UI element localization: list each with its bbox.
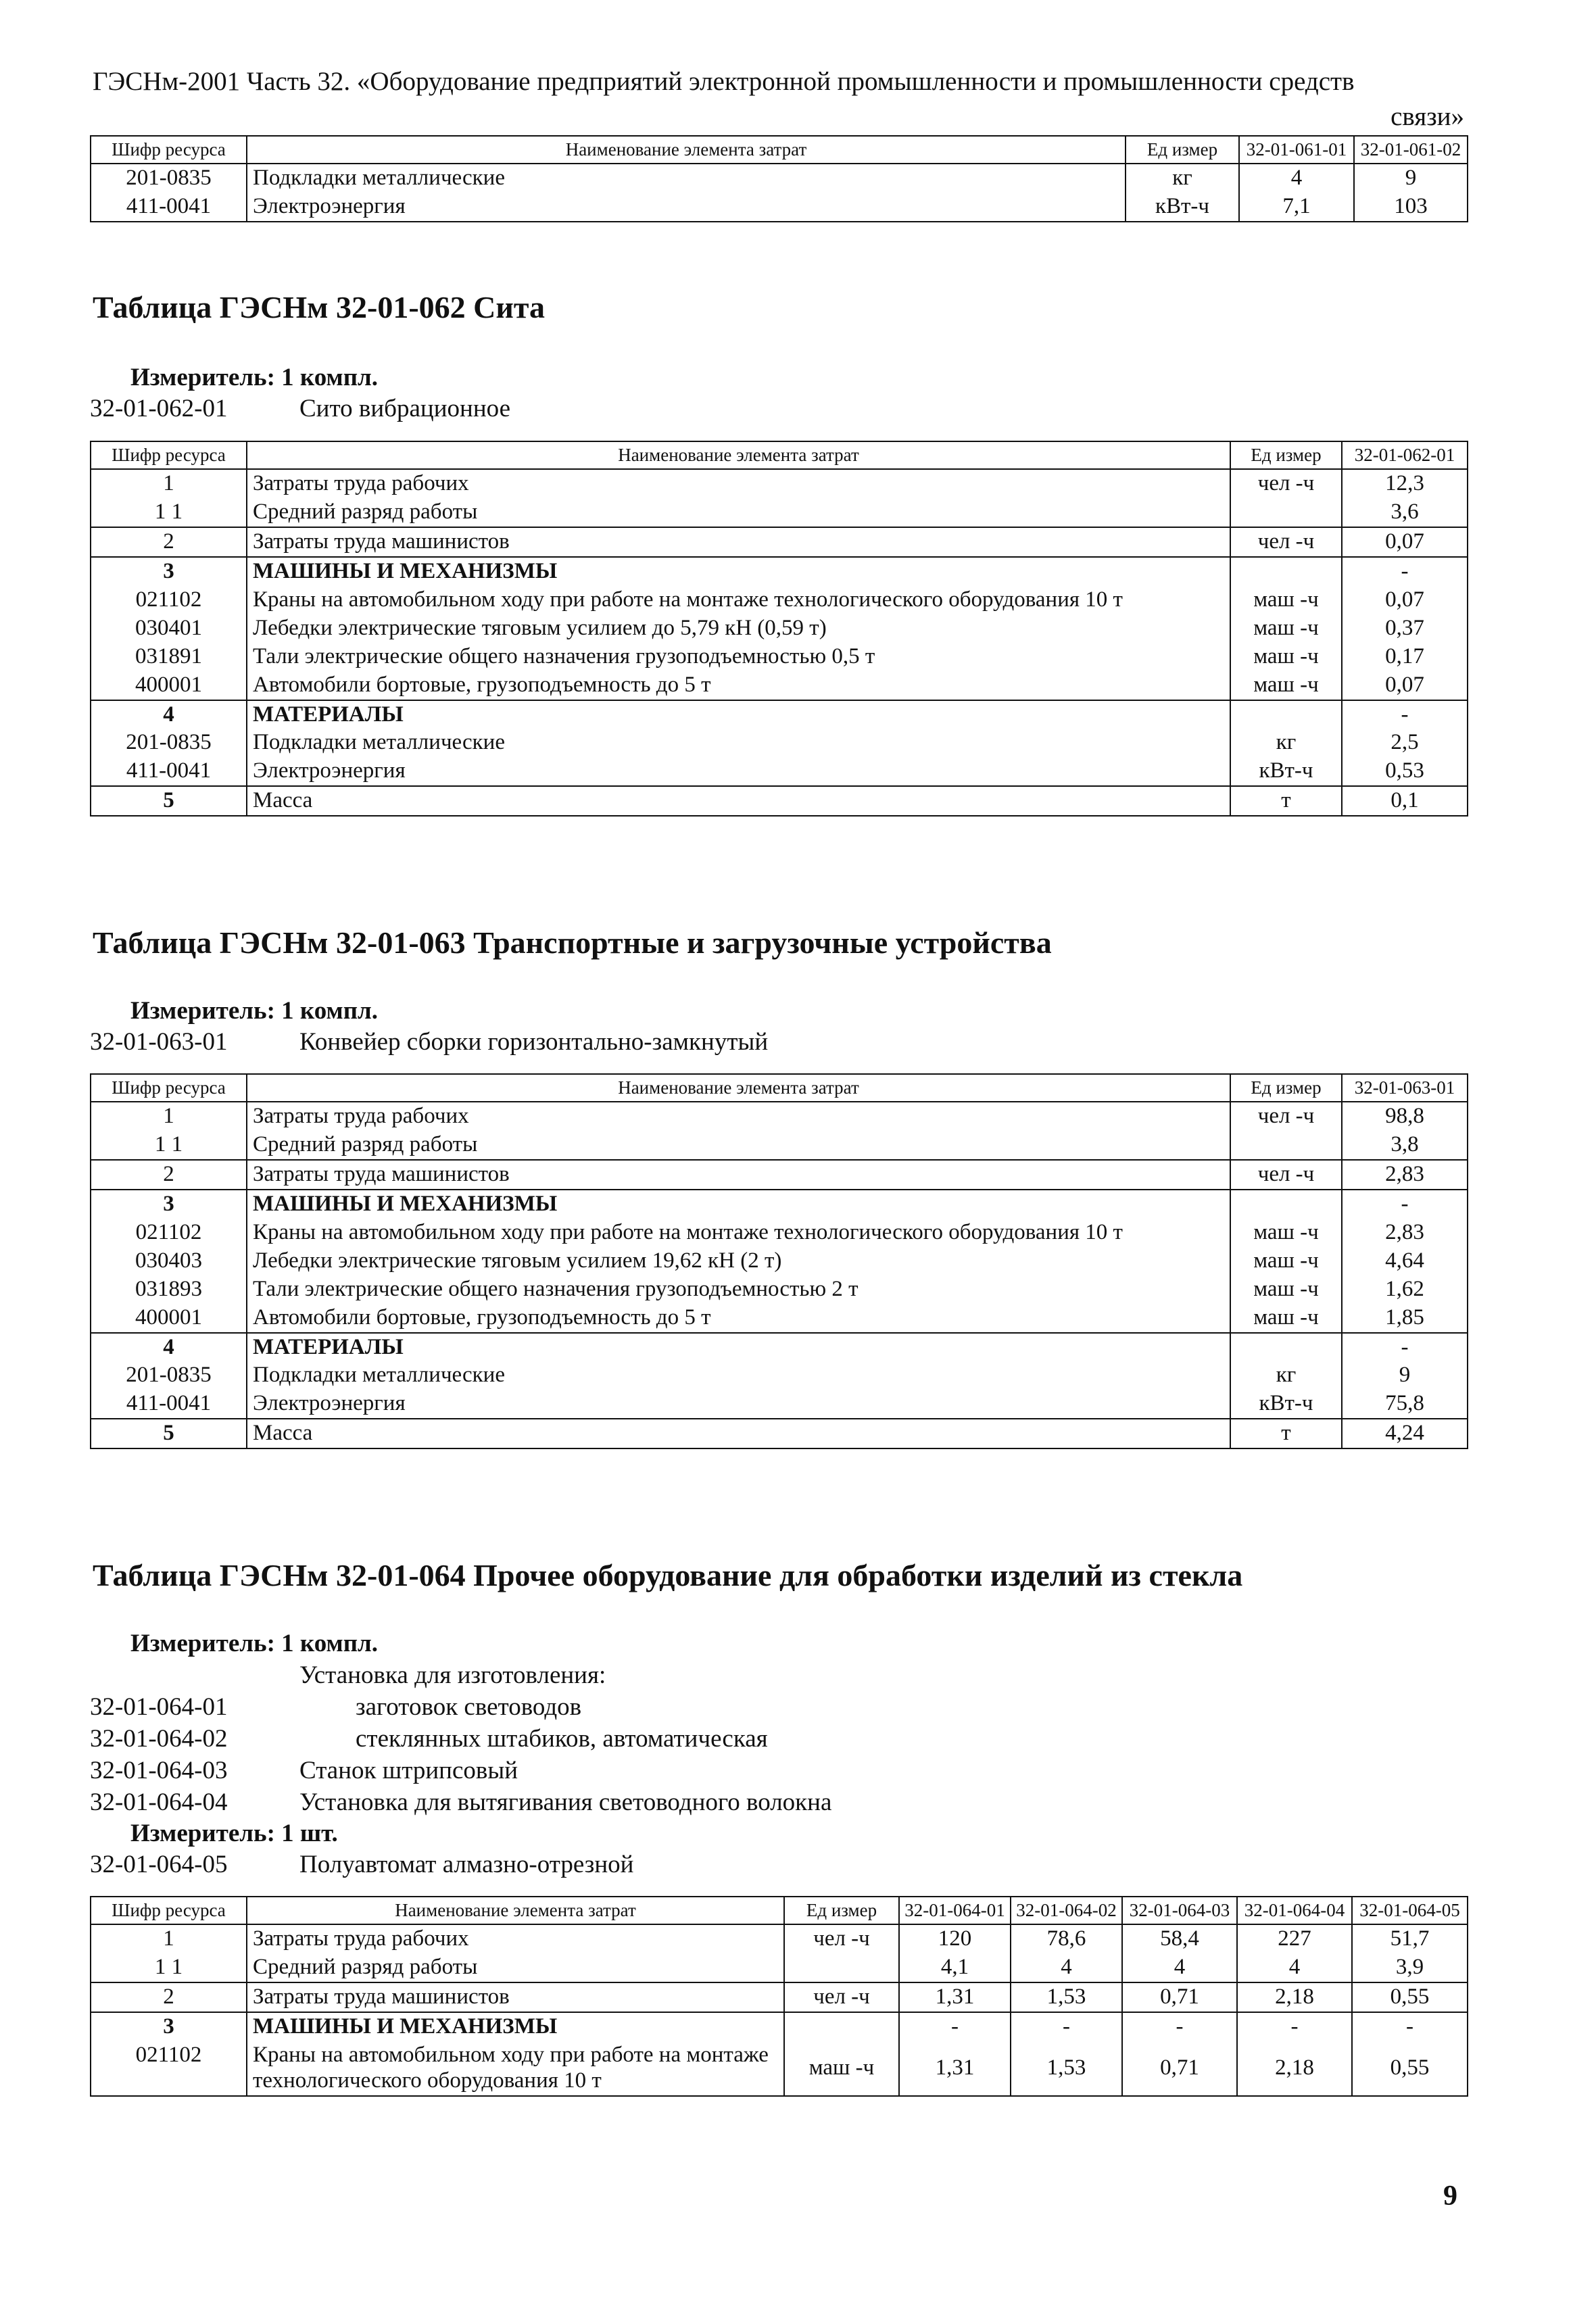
cost-item-name: Лебедки электрические тяговым усилием 19,62 кН (2 т) xyxy=(247,1247,1230,1275)
resource-code: 1 1 xyxy=(91,1131,247,1160)
item-code: 32-01-064-02 xyxy=(90,1725,228,1753)
item-line xyxy=(90,1692,581,1722)
norm-value: 0,71 xyxy=(1122,2041,1237,2096)
norm-value: 103 xyxy=(1354,193,1468,222)
norm-value: 227 xyxy=(1237,1924,1352,1953)
norm-value: - xyxy=(1352,2012,1468,2041)
unit: кг xyxy=(1230,729,1342,757)
table-063 xyxy=(90,1073,1468,1449)
cost-item-name: Масса xyxy=(247,786,1230,816)
norm-value: - xyxy=(1122,2012,1237,2041)
unit xyxy=(1230,557,1342,586)
cost-item-name: Лебедки электрические тяговым усилием до 5,79 кН (0,59 т) xyxy=(247,614,1230,643)
item-line xyxy=(90,1756,518,1785)
item-code: 32-01-064-01 xyxy=(90,1693,228,1721)
table-row xyxy=(91,469,1468,498)
norm-value: 3,6 xyxy=(1342,498,1468,527)
page-number: 9 xyxy=(1443,2180,1457,2212)
table-062-title: Таблица ГЭСНм 32-01-062 Сита xyxy=(93,290,546,324)
cost-item-name: Затраты труда рабочих xyxy=(247,1102,1230,1131)
resource-code: 021102 xyxy=(91,2041,247,2096)
cost-item-name: Затраты труда рабочих xyxy=(247,1924,784,1953)
item-code: 32-01-063-01 xyxy=(90,1028,228,1056)
table-row xyxy=(91,786,1468,816)
resource-code: 021102 xyxy=(91,586,247,614)
table-row xyxy=(91,671,1468,700)
norm-value: 1,85 xyxy=(1342,1304,1468,1333)
table-row xyxy=(91,700,1468,729)
unit xyxy=(1230,498,1342,527)
norm-value: 3,9 xyxy=(1352,1953,1468,1982)
resource-code: 031891 xyxy=(91,643,247,671)
unit xyxy=(784,1953,899,1982)
cost-item-name: Автомобили бортовые, грузоподъемность до 5 т xyxy=(247,1304,1230,1333)
table-row xyxy=(91,1160,1468,1190)
table-row xyxy=(91,557,1468,586)
unit: чел -ч xyxy=(1230,527,1342,557)
table-row xyxy=(91,1275,1468,1304)
norm-value: 1,31 xyxy=(899,2041,1011,2096)
resource-code: 5 xyxy=(91,786,247,816)
item-code: 32-01-064-05 xyxy=(90,1851,228,1878)
unit: кВт-ч xyxy=(1126,193,1239,222)
cost-item-name: Краны на автомобильном ходу при работе на монтаже технологического оборудования 10 т xyxy=(247,586,1230,614)
resource-code: 1 1 xyxy=(91,1953,247,1982)
resource-code: 030403 xyxy=(91,1247,247,1275)
col-header-norm: 32-01-061-02 xyxy=(1354,136,1468,164)
cost-item-name: Масса xyxy=(247,1419,1230,1448)
norm-value: 2,83 xyxy=(1342,1219,1468,1247)
norm-value: 120 xyxy=(899,1924,1011,1953)
resource-code: 411-0041 xyxy=(91,1390,247,1419)
norm-value: 2,18 xyxy=(1237,2041,1352,2096)
norm-value: 1,62 xyxy=(1342,1275,1468,1304)
table-064 xyxy=(90,1896,1468,2097)
norm-value: - xyxy=(1342,1190,1468,1219)
resource-code: 400001 xyxy=(91,1304,247,1333)
norm-value: 0,55 xyxy=(1352,1982,1468,2012)
item-name: заготовок световодов xyxy=(356,1693,582,1721)
norm-value: - xyxy=(1342,557,1468,586)
unit: кВт-ч xyxy=(1230,757,1342,786)
col-header-code: Шифр ресурса xyxy=(91,441,247,469)
norm-value: 2,5 xyxy=(1342,729,1468,757)
norm-value: 4 xyxy=(1122,1953,1237,1982)
table-row xyxy=(91,1102,1468,1131)
cost-item-name: Тали электрические общего назначения грузоподъемностью 2 т xyxy=(247,1275,1230,1304)
table-row xyxy=(91,164,1468,193)
resource-code: 411-0041 xyxy=(91,757,247,786)
unit xyxy=(1230,1131,1342,1160)
norm-value: - xyxy=(1342,1333,1468,1362)
unit: чел -ч xyxy=(784,1924,899,1953)
norm-value: 2,83 xyxy=(1342,1160,1468,1190)
unit xyxy=(784,2012,899,2041)
col-header-norm: 32-01-064-05 xyxy=(1352,1897,1468,1924)
norm-value: 2,18 xyxy=(1237,1982,1352,2012)
cost-item-name: Краны на автомобильном ходу при работе на монтаже технологического оборудования 10 т xyxy=(247,1219,1230,1247)
resource-code: 400001 xyxy=(91,671,247,700)
resource-code: 201-0835 xyxy=(91,164,247,193)
norm-value: 9 xyxy=(1342,1361,1468,1390)
unit: маш -ч xyxy=(1230,1275,1342,1304)
norm-value: 0,07 xyxy=(1342,586,1468,614)
norm-value: 51,7 xyxy=(1352,1924,1468,1953)
unit: маш -ч xyxy=(1230,1219,1342,1247)
unit: кг xyxy=(1126,164,1239,193)
item-line xyxy=(90,1027,768,1056)
section-number: 4 xyxy=(91,700,247,729)
table-row xyxy=(91,1390,1468,1419)
measure-line: Измеритель: 1 шт. xyxy=(130,1820,338,1847)
cost-item-name: Средний разряд работы xyxy=(247,1131,1230,1160)
norm-value: - xyxy=(1237,2012,1352,2041)
cost-item-name: Затраты труда машинистов xyxy=(247,1160,1230,1190)
cost-item-name: Подкладки металлические xyxy=(247,729,1230,757)
resource-code: 2 xyxy=(91,1160,247,1190)
unit: маш -ч xyxy=(1230,586,1342,614)
resource-code: 030401 xyxy=(91,614,247,643)
unit xyxy=(1230,1190,1342,1219)
col-header-norm: 32-01-062-01 xyxy=(1342,441,1468,469)
unit xyxy=(1230,1333,1342,1362)
cost-item-name: Средний разряд работы xyxy=(247,1953,784,1982)
norm-value: 0,71 xyxy=(1122,1982,1237,2012)
norm-value: 0,07 xyxy=(1342,671,1468,700)
item-name: Станок штрипсовый xyxy=(299,1757,518,1784)
section-number: 3 xyxy=(91,2012,247,2041)
group-caption: Установка для изготовления: xyxy=(299,1661,606,1689)
item-name: стеклянных штабиков, автоматическая xyxy=(356,1725,768,1753)
norm-value: - xyxy=(899,2012,1011,2041)
col-header-unit: Ед измер xyxy=(1230,1074,1342,1102)
norm-value: 1,31 xyxy=(899,1982,1011,2012)
col-header-norm: 32-01-063-01 xyxy=(1342,1074,1468,1102)
norm-value: 12,3 xyxy=(1342,469,1468,498)
col-header-unit: Ед измер xyxy=(1126,136,1239,164)
cost-item-name: Краны на автомобильном ходу при работе на монтаже технологического оборудования 10 т xyxy=(247,2041,784,2096)
resource-code: 1 xyxy=(91,469,247,498)
section-number: 3 xyxy=(91,1190,247,1219)
table-row xyxy=(91,498,1468,527)
measure-line: Измеритель: 1 компл. xyxy=(130,364,379,391)
cost-item-name: Подкладки металлические xyxy=(247,164,1126,193)
table-row xyxy=(91,1304,1468,1333)
section-title: МАТЕРИАЛЫ xyxy=(247,700,1230,729)
item-line xyxy=(90,1788,831,1817)
norm-value: 0,07 xyxy=(1342,527,1468,557)
cost-item-name: Тали электрические общего назначения грузоподъемностью 0,5 т xyxy=(247,643,1230,671)
item-name: Полуавтомат алмазно-отрезной xyxy=(299,1851,634,1878)
section-title: МАШИНЫ И МЕХАНИЗМЫ xyxy=(247,2012,784,2041)
unit xyxy=(1230,700,1342,729)
unit: чел -ч xyxy=(1230,469,1342,498)
table-061-continuation xyxy=(90,135,1468,222)
norm-value: 0,55 xyxy=(1352,2041,1468,2096)
norm-value: 4 xyxy=(1237,1953,1352,1982)
resource-code: 201-0835 xyxy=(91,729,247,757)
norm-value: 0,53 xyxy=(1342,757,1468,786)
section-title: МАТЕРИАЛЫ xyxy=(247,1333,1230,1362)
section-title: МАШИНЫ И МЕХАНИЗМЫ xyxy=(247,557,1230,586)
unit: чел -ч xyxy=(1230,1102,1342,1131)
cost-item-name: Электроэнергия xyxy=(247,1390,1230,1419)
unit: маш -ч xyxy=(1230,1247,1342,1275)
running-header: ГЭСНм-2001 Часть 32. «Оборудование предприятий электронной промышленности и промышленности средств xyxy=(93,67,1355,96)
table-row xyxy=(91,1247,1468,1275)
resource-code: 5 xyxy=(91,1419,247,1448)
cost-item-name: Затраты труда рабочих xyxy=(247,469,1230,498)
resource-code: 411-0041 xyxy=(91,193,247,222)
resource-code: 201-0835 xyxy=(91,1361,247,1390)
norm-value: 1,53 xyxy=(1011,2041,1122,2096)
table-row xyxy=(91,1419,1468,1448)
table-row xyxy=(91,729,1468,757)
norm-value: 75,8 xyxy=(1342,1390,1468,1419)
col-header-code: Шифр ресурса xyxy=(91,136,247,164)
norm-value: 0,1 xyxy=(1342,786,1468,816)
norm-value: 4,24 xyxy=(1342,1419,1468,1448)
cost-item-name: Средний разряд работы xyxy=(247,498,1230,527)
measure-line: Измеритель: 1 компл. xyxy=(130,997,379,1025)
col-header-unit: Ед измер xyxy=(784,1897,899,1924)
col-header-norm: 32-01-064-03 xyxy=(1122,1897,1237,1924)
table-row xyxy=(91,1361,1468,1390)
norm-value: 1,53 xyxy=(1011,1982,1122,2012)
norm-value: 0,37 xyxy=(1342,614,1468,643)
unit: кг xyxy=(1230,1361,1342,1390)
item-line xyxy=(90,1724,768,1753)
unit: маш -ч xyxy=(784,2041,899,2096)
cost-item-name: Затраты труда машинистов xyxy=(247,1982,784,2012)
table-row xyxy=(91,2012,1468,2041)
resource-code: 1 xyxy=(91,1102,247,1131)
col-header-name: Наименование элемента затрат xyxy=(247,136,1126,164)
col-header-norm: 32-01-064-04 xyxy=(1237,1897,1352,1924)
section-title: МАШИНЫ И МЕХАНИЗМЫ xyxy=(247,1190,1230,1219)
running-header-cont: связи» xyxy=(1391,102,1464,131)
table-row xyxy=(91,1953,1468,1982)
col-header-name: Наименование элемента затрат xyxy=(247,1897,784,1924)
col-header-name: Наименование элемента затрат xyxy=(247,1074,1230,1102)
table-row xyxy=(91,2041,1468,2096)
resource-code: 2 xyxy=(91,1982,247,2012)
section-number: 3 xyxy=(91,557,247,586)
table-row xyxy=(91,643,1468,671)
resource-code: 1 1 xyxy=(91,498,247,527)
col-header-code: Шифр ресурса xyxy=(91,1074,247,1102)
col-header-code: Шифр ресурса xyxy=(91,1897,247,1924)
table-row xyxy=(91,614,1468,643)
table-row xyxy=(91,1190,1468,1219)
norm-value: - xyxy=(1342,700,1468,729)
item-name: Конвейер сборки горизонтально-замкнутый xyxy=(299,1028,769,1056)
resource-code: 2 xyxy=(91,527,247,557)
norm-value: 0,17 xyxy=(1342,643,1468,671)
cost-item-name: Электроэнергия xyxy=(247,757,1230,786)
unit: чел -ч xyxy=(784,1982,899,2012)
table-row xyxy=(91,1131,1468,1160)
table-row xyxy=(91,527,1468,557)
item-code: 32-01-064-03 xyxy=(90,1757,228,1784)
norm-value: 98,8 xyxy=(1342,1102,1468,1131)
resource-code: 1 xyxy=(91,1924,247,1953)
col-header-norm: 32-01-064-01 xyxy=(899,1897,1011,1924)
norm-value: 9 xyxy=(1354,164,1468,193)
table-row xyxy=(91,1333,1468,1362)
norm-value: - xyxy=(1011,2012,1122,2041)
norm-value: 4 xyxy=(1011,1953,1122,1982)
col-header-norm: 32-01-061-01 xyxy=(1239,136,1354,164)
table-063-title: Таблица ГЭСНм 32-01-063 Транспортные и загрузочные устройства xyxy=(93,925,1052,960)
measure-line: Измеритель: 1 компл. xyxy=(130,1630,379,1657)
unit: маш -ч xyxy=(1230,643,1342,671)
item-code: 32-01-062-01 xyxy=(90,395,228,422)
cost-item-name: Затраты труда машинистов xyxy=(247,527,1230,557)
unit: чел -ч xyxy=(1230,1160,1342,1190)
cost-item-name: Электроэнергия xyxy=(247,193,1126,222)
unit: кВт-ч xyxy=(1230,1390,1342,1419)
norm-value: 78,6 xyxy=(1011,1924,1122,1953)
table-row xyxy=(91,1219,1468,1247)
table-row xyxy=(91,1982,1468,2012)
item-line xyxy=(90,394,510,423)
item-code: 32-01-064-04 xyxy=(90,1788,228,1816)
norm-value: 7,1 xyxy=(1239,193,1354,222)
norm-value: 4,1 xyxy=(899,1953,1011,1982)
resource-code: 031893 xyxy=(91,1275,247,1304)
table-row xyxy=(91,757,1468,786)
norm-value: 4 xyxy=(1239,164,1354,193)
item-name: Сито вибрационное xyxy=(299,395,511,422)
unit: т xyxy=(1230,1419,1342,1448)
table-062 xyxy=(90,441,1468,817)
table-row xyxy=(91,193,1468,222)
unit: маш -ч xyxy=(1230,1304,1342,1333)
table-row xyxy=(91,1924,1468,1953)
norm-value: 58,4 xyxy=(1122,1924,1237,1953)
col-header-unit: Ед измер xyxy=(1230,441,1342,469)
resource-code: 021102 xyxy=(91,1219,247,1247)
section-number: 4 xyxy=(91,1333,247,1362)
unit: т xyxy=(1230,786,1342,816)
norm-value: 4,64 xyxy=(1342,1247,1468,1275)
col-header-name: Наименование элемента затрат xyxy=(247,441,1230,469)
item-name: Установка для вытягивания световодного волокна xyxy=(299,1788,832,1816)
item-line xyxy=(90,1850,633,1879)
unit: маш -ч xyxy=(1230,614,1342,643)
cost-item-name: Автомобили бортовые, грузоподъемность до 5 т xyxy=(247,671,1230,700)
cost-item-name: Подкладки металлические xyxy=(247,1361,1230,1390)
col-header-norm: 32-01-064-02 xyxy=(1011,1897,1122,1924)
unit: маш -ч xyxy=(1230,671,1342,700)
norm-value: 3,8 xyxy=(1342,1131,1468,1160)
table-064-title: Таблица ГЭСНм 32-01-064 Прочее оборудование для обработки изделий из стекла xyxy=(93,1558,1243,1592)
table-row xyxy=(91,586,1468,614)
